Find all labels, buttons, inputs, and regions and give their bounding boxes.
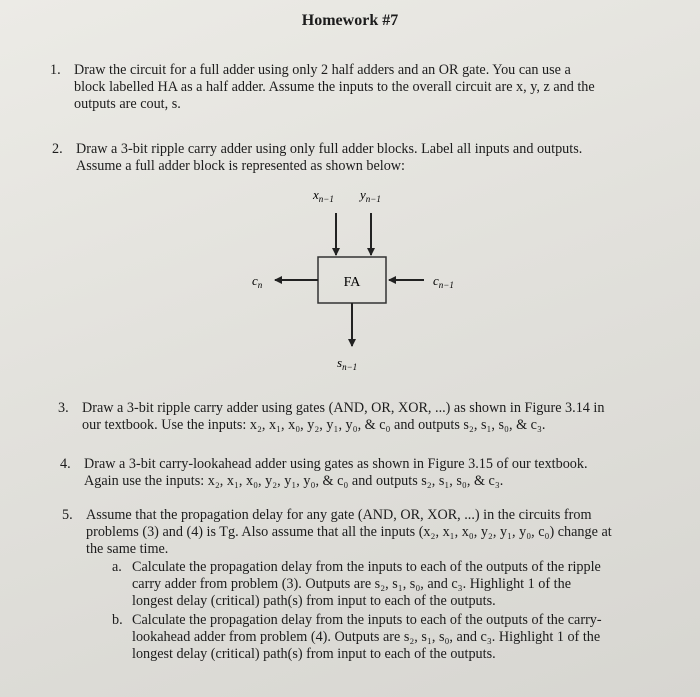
question-line: Again use the inputs: x₂, x₁, x₀, y₂, y₁, y₀, & c₀ and outputs s₂, s₁, s₀, & c₃. <box>84 473 504 489</box>
question-line: block labelled HA as a half adder. Assume the inputs to the overall circuit are x, y, z and the <box>74 79 595 95</box>
question-line: Calculate the propagation delay from the inputs to each of the outputs of the carry- <box>132 612 602 628</box>
question-5a <box>112 559 672 610</box>
question-line: Assume a full adder block is represented as shown below: <box>76 158 405 174</box>
question-line: our textbook. Use the inputs: x₂, x₁, x₀, y₂, y₁, y₀, & c₀ and outputs s₂, s₁, s₀, & c₃. <box>82 417 546 433</box>
question-number: 5. <box>62 507 73 523</box>
question-line: carry adder from problem (3). Outputs are s₂, s₁, s₀, and c₃. Highlight 1 of the <box>132 576 571 592</box>
fa-block-label: FA <box>343 275 361 290</box>
question-line: Draw the circuit for a full adder using only 2 half adders and an OR gate. You can use a <box>74 62 571 78</box>
carry-in-label: $c_{n-1}$ <box>433 273 454 290</box>
question-line: problems (3) and (4) is Tg. Also assume that all the inputs (x₂, x₁, x₀, y₂, y₁, y₀, c₀) change at <box>86 524 612 540</box>
question-line: Draw a 3-bit ripple carry adder using gates (AND, OR, XOR, ...) as shown in Figure 3.14 in <box>82 400 605 416</box>
question-4 <box>60 456 690 490</box>
carry-out-label: $c_n$ <box>252 273 263 290</box>
question-number: 4. <box>60 456 71 472</box>
y-input-label: $y_{n-1}$ <box>360 187 381 204</box>
subquestion-letter: a. <box>112 559 122 575</box>
x-input-label: $x_{n-1}$ <box>313 187 334 204</box>
question-line: outputs are cout, s. <box>74 96 181 112</box>
question-line: lookahead adder from problem (4). Outputs are s₂, s₁, s₀, and c₃. Highlight 1 of the <box>132 629 601 645</box>
question-line: longest delay (critical) path(s) from input to each of the outputs. <box>132 593 496 609</box>
subquestion-letter: b. <box>112 612 123 628</box>
question-line: Calculate the propagation delay from the inputs to each of the outputs of the ripple <box>132 559 601 575</box>
question-line: longest delay (critical) path(s) from input to each of the outputs. <box>132 646 496 662</box>
question-number: 2. <box>52 141 63 157</box>
question-number: 3. <box>58 400 69 416</box>
question-line: Assume that the propagation delay for any gate (AND, OR, XOR, ...) in the circuits from <box>86 507 592 523</box>
question-line: Draw a 3-bit carry-lookahead adder using gates as shown in Figure 3.15 of our textbook. <box>84 456 588 472</box>
question-5 <box>62 507 692 558</box>
question-number: 1. <box>50 62 61 78</box>
question-5b <box>112 612 672 663</box>
question-line: Draw a 3-bit ripple carry adder using only full adder blocks. Label all inputs and outputs. <box>76 141 583 157</box>
question-line: the same time. <box>86 541 169 557</box>
sum-out-label: $s_{n-1}$ <box>337 355 358 372</box>
question-3 <box>58 400 688 434</box>
page-title: Homework #7 <box>301 12 399 29</box>
